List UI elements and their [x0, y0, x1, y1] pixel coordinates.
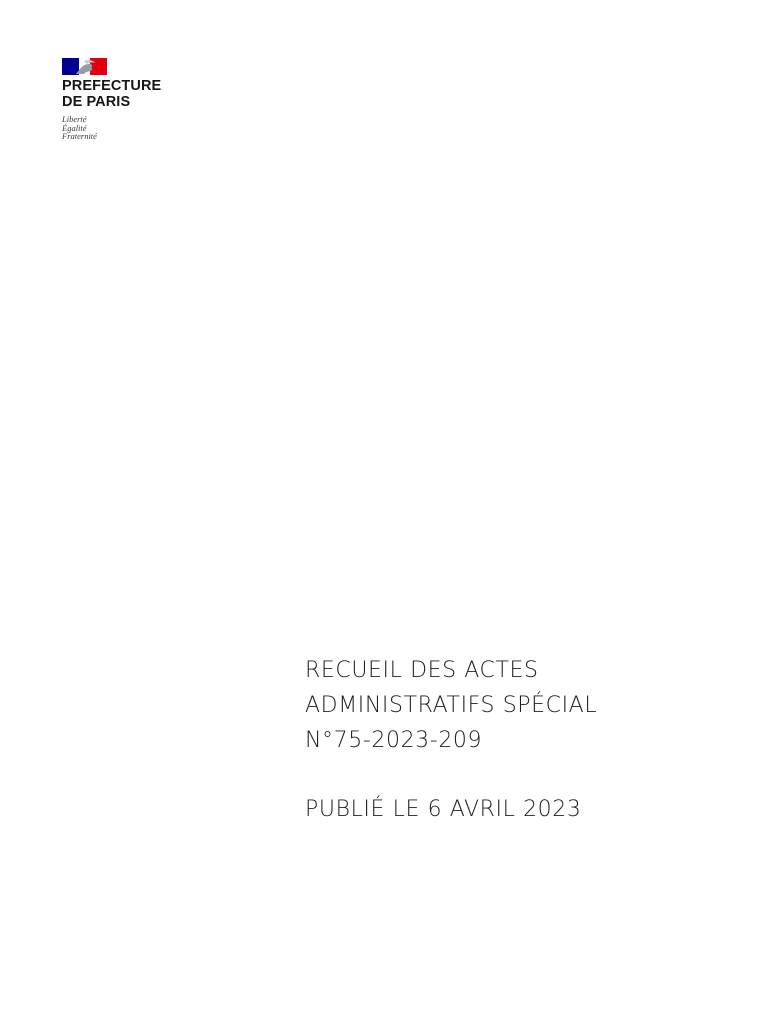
- document-title-block: [305, 653, 745, 827]
- marianne-logo-icon: [62, 58, 107, 75]
- institution-name: [62, 79, 202, 110]
- prefecture-logo: [62, 58, 202, 141]
- document-number: N°75-2023-209: [305, 728, 483, 753]
- institution-line-1: PREFECTURE: [62, 78, 162, 94]
- publication-date: PUBLIÉ LE 6 AVRIL 2023: [305, 797, 582, 822]
- document-title-line-2: ADMINISTRATIFS SPÉCIAL: [305, 693, 598, 718]
- document-title-line-1: RECUEIL DES ACTES: [305, 658, 539, 683]
- republic-motto: [62, 115, 202, 141]
- motto-egalite: Égalité: [62, 122, 87, 133]
- motto-fraternite: Fraternité: [62, 131, 97, 141]
- institution-line-2: DE PARIS: [62, 93, 131, 110]
- motto-liberte: Liberté: [62, 114, 87, 124]
